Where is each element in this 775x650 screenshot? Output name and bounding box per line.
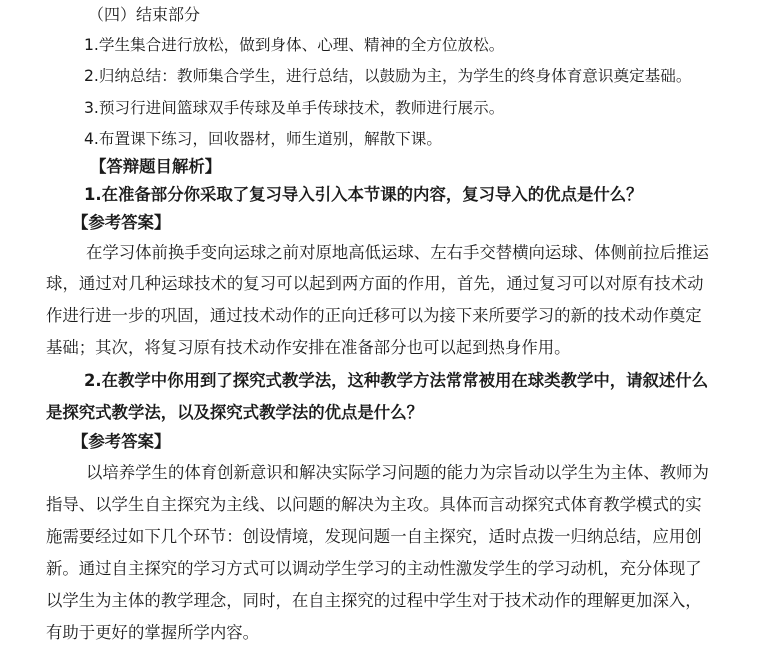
answer-2-line: 以培养学生的体育创新意识和解决实际学习问题的能力为宗旨动以学生为主体、教师为	[86, 463, 709, 482]
section-title: （四）结束部分	[88, 5, 201, 24]
question-2-line: 2.在教学中你用到了探究式教学法，这种教学方法常常被用在球类教学中，请叙述什么	[84, 371, 709, 390]
list-item: 4.布置课下练习，回收器材，师生道别，解散下课。	[84, 130, 442, 148]
answer-1-line: 在学习体前换手变向运球之前对原地高低运球、左右手交替横向运球、体侧前拉后推运	[86, 243, 709, 262]
list-item: 2.归纳总结：教师集合学生，进行总结，以鼓励为主，为学生的终身体育意识奠定基础。	[84, 67, 692, 85]
list-item: 3.预习行进间篮球双手传球及单手传球技术，教师进行展示。	[84, 99, 505, 117]
question-1: 1.在准备部分你采取了复习导入引入本节课的内容，复习导入的优点是什么？	[84, 185, 643, 204]
answer-2-line: 有助于更好的掌握所学内容。	[46, 623, 260, 642]
question-2-line: 是探究式教学法，以及探究式教学法的优点是什么？	[46, 403, 423, 422]
list-item: 1.学生集合进行放松，做到身体、心理、精神的全方位放松。	[84, 36, 505, 54]
analysis-heading: 【答辩题目解析】	[90, 157, 222, 176]
answer-1-line: 球，通过对几种运球技术的复习可以起到两方面的作用，首先，通过复习可以对原有技术动	[46, 274, 704, 293]
answer-2-line: 施需要经过如下几个环节：创设情境，发现问题一自主探究，适时点拨一归纳总结，应用创	[46, 527, 702, 546]
answer-1-line: 基础；其次，将复习原有技术动作安排在准备部分也可以起到热身作用。	[46, 338, 571, 357]
reference-answer-label-1: 【参考答案】	[72, 213, 171, 232]
answer-2-line: 以学生为主体的教学理念，同时，在自主探究的过程中学生对于技术动作的理解更加深入，	[46, 591, 702, 610]
answer-1-line: 作进行进一步的巩固，通过技术动作的正向迁移可以为接下来所要学习的新的技术动作奠定	[46, 306, 702, 325]
answer-2-line: 新。通过自主探究的学习方式可以调动学生学习的主动性激发学生的学习动机，充分体现了	[46, 559, 702, 578]
reference-answer-label-2: 【参考答案】	[72, 432, 171, 451]
answer-2-line: 指导、以学生自主探究为主线、以问题的解决为主攻。具体而言动探究式体育教学模式的实	[46, 495, 702, 514]
